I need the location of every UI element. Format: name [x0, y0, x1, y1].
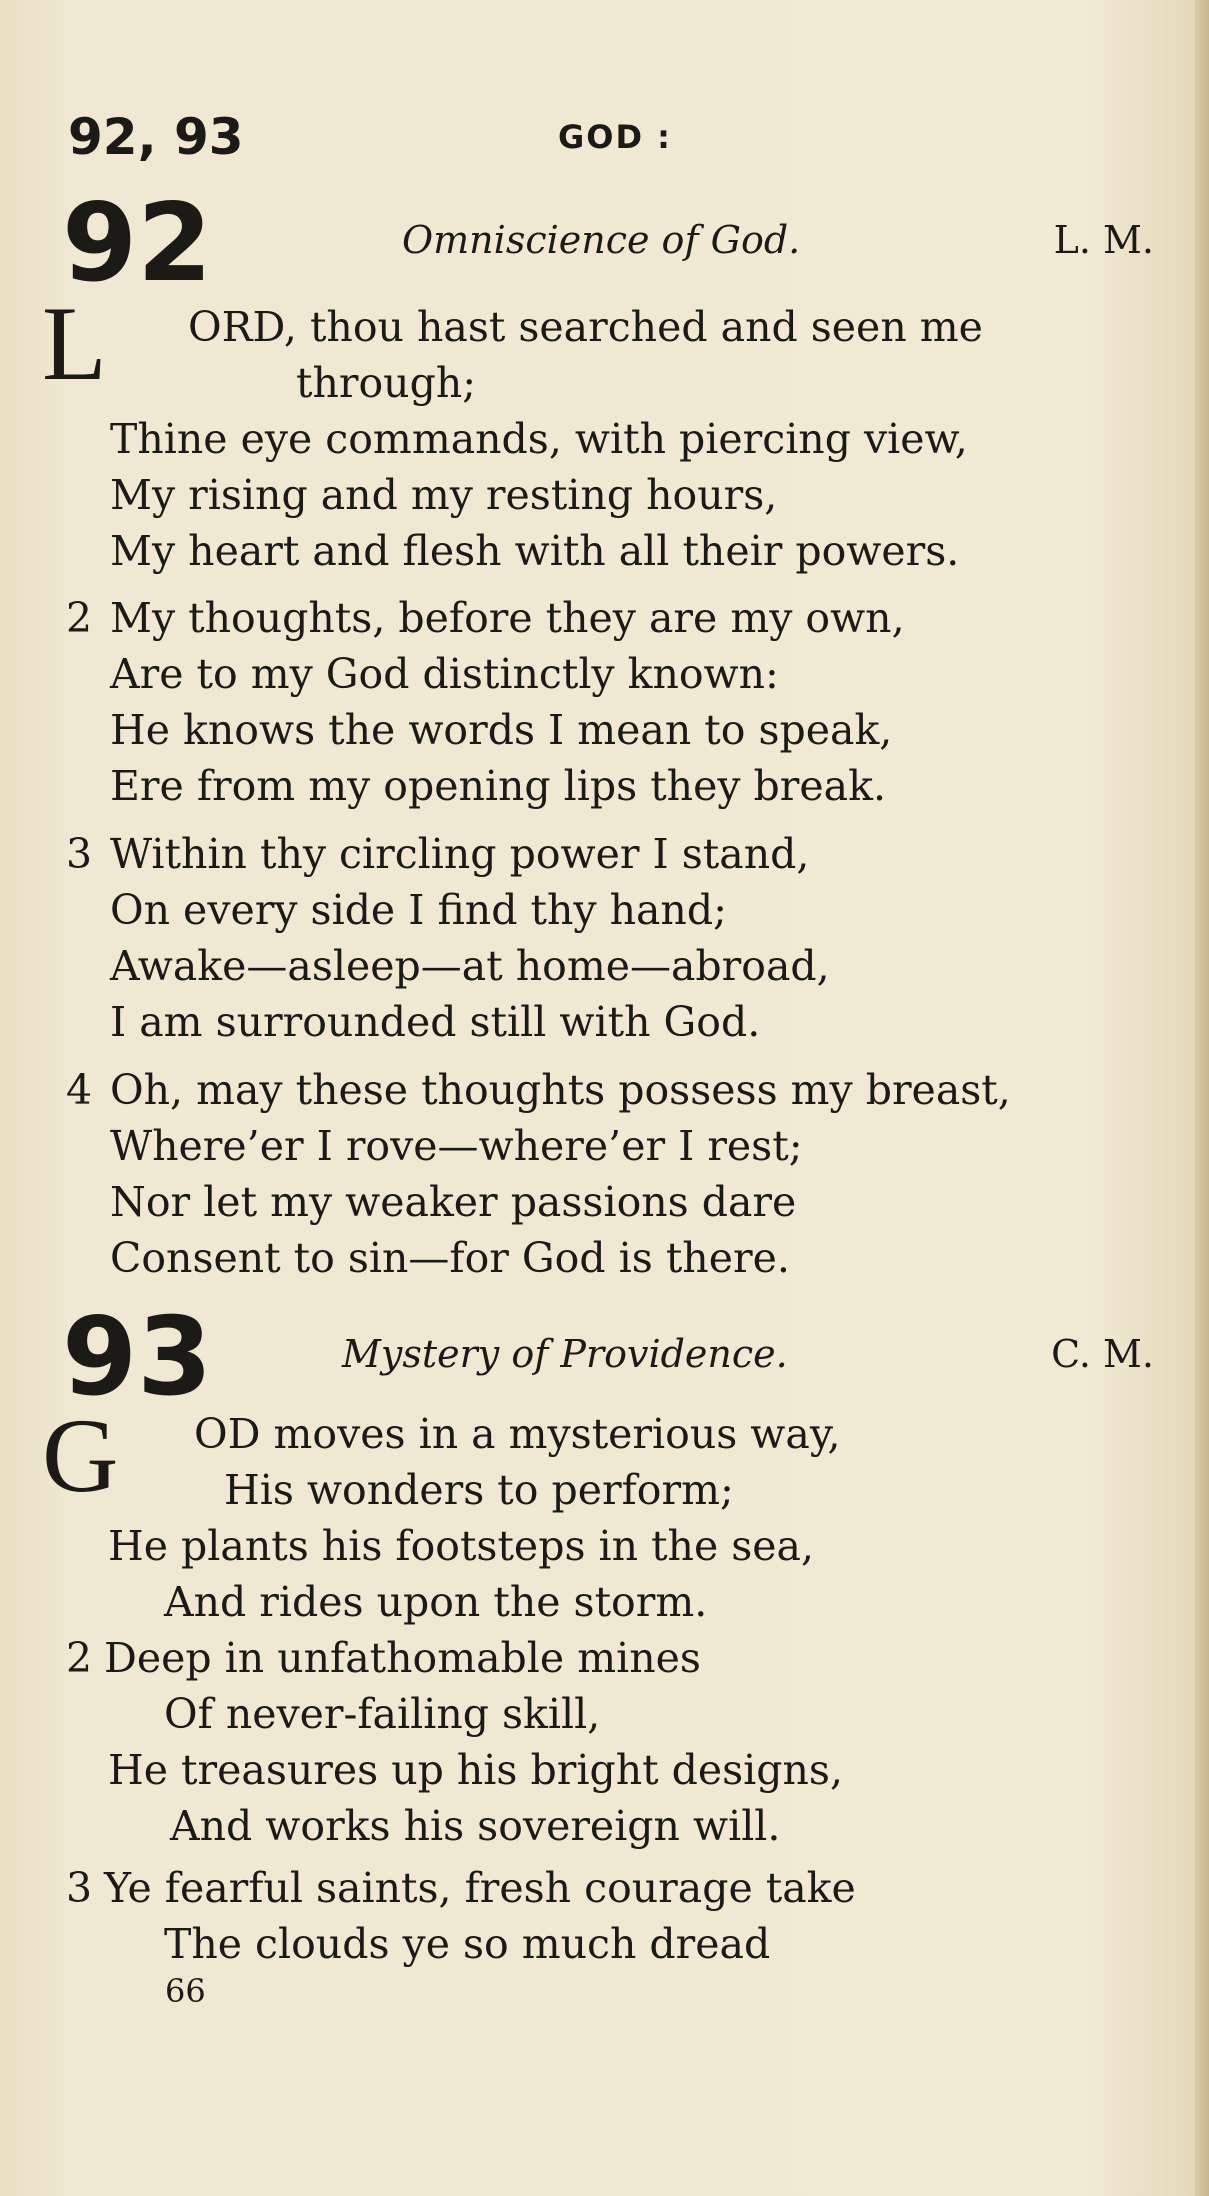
hymn-93-header [62, 1295, 1154, 1420]
running-head [68, 108, 1148, 168]
hymn-92-verse-2 [66, 590, 1166, 814]
verse-number: 3 [66, 1864, 93, 1912]
verse-line: Are to my God distinctly known: [110, 650, 779, 698]
verse-line: The clouds ye so much dread [164, 1920, 771, 1968]
verse-line: And rides upon the storm. [164, 1578, 708, 1626]
verse-line: 2 My thoughts, before they are my own, [66, 590, 1166, 646]
verse-line: OD moves in a mysterious way, [194, 1410, 841, 1458]
hymn-92-verse-4 [66, 1062, 1166, 1286]
verse-line: 2 Deep in unfathomable mines [66, 1630, 1166, 1686]
verse-number: 2 [66, 594, 93, 642]
verse-line: Thine eye commands, with piercing view, [110, 415, 968, 463]
drop-cap: G [42, 1397, 119, 1514]
hymn-title: Mystery of Providence. [342, 1332, 788, 1376]
verse-line: My rising and my resting hours, [110, 471, 778, 519]
verse-line: I am surrounded still with God. [110, 998, 761, 1046]
verse-number: 3 [66, 830, 93, 878]
page-number: 66 [165, 1972, 206, 2010]
hymn-meter: L. M. [1053, 218, 1154, 262]
verse-line: Awake—asleep—at home—abroad, [110, 942, 830, 990]
running-head-title: GOD : [558, 118, 672, 156]
hymn-93-verse-3 [66, 1860, 1166, 1972]
hymn-92-verse-1 [66, 299, 1166, 579]
verse-line: ORD, thou hast searched and seen me [188, 303, 983, 351]
page-edge [1195, 0, 1209, 2196]
verse-line: Ere from my opening lips they break. [110, 762, 886, 810]
verse-line: And works his sovereign will. [170, 1802, 781, 1850]
hymn-92-verse-3 [66, 826, 1166, 1050]
hymn-meter: C. M. [1051, 1332, 1154, 1376]
hymn-93-verse-2 [66, 1630, 1166, 1854]
verse-line: through; [296, 359, 477, 407]
verse-line: He treasures up his bright designs, [108, 1746, 843, 1794]
verse-line: He plants his footsteps in the sea, [108, 1522, 815, 1570]
drop-cap: L [42, 285, 107, 402]
verse-line: 3 Ye fearful saints, fresh courage take [66, 1860, 1166, 1916]
hymn-title: Omniscience of God. [402, 218, 801, 262]
verse-line: Nor let my weaker passions dare [110, 1178, 797, 1226]
verse-line: Of never-failing skill, [164, 1690, 601, 1738]
verse-line: Consent to sin—for God is there. [110, 1234, 790, 1282]
verse-line: His wonders to perform; [224, 1466, 734, 1514]
verse-line: He knows the words I mean to speak, [110, 706, 893, 754]
verse-line: Where’er I rove—where’er I rest; [110, 1122, 803, 1170]
verse-line: My heart and flesh with all their powers. [110, 527, 960, 575]
hymn-number: 92 [62, 181, 213, 306]
verse-line: 3 Within thy circling power I stand, [66, 826, 1166, 882]
hymn-93-verse-1 [66, 1406, 1166, 1630]
hymn-number: 93 [62, 1295, 213, 1420]
verse-number: 4 [66, 1066, 93, 1114]
verse-line: 4 Oh, may these thoughts possess my breast, [66, 1062, 1166, 1118]
verse-line: On every side I find thy hand; [110, 886, 727, 934]
verse-number: 2 [66, 1634, 93, 1682]
running-head-numbers: 92, 93 [68, 108, 244, 166]
hymn-92-header [62, 181, 1154, 306]
